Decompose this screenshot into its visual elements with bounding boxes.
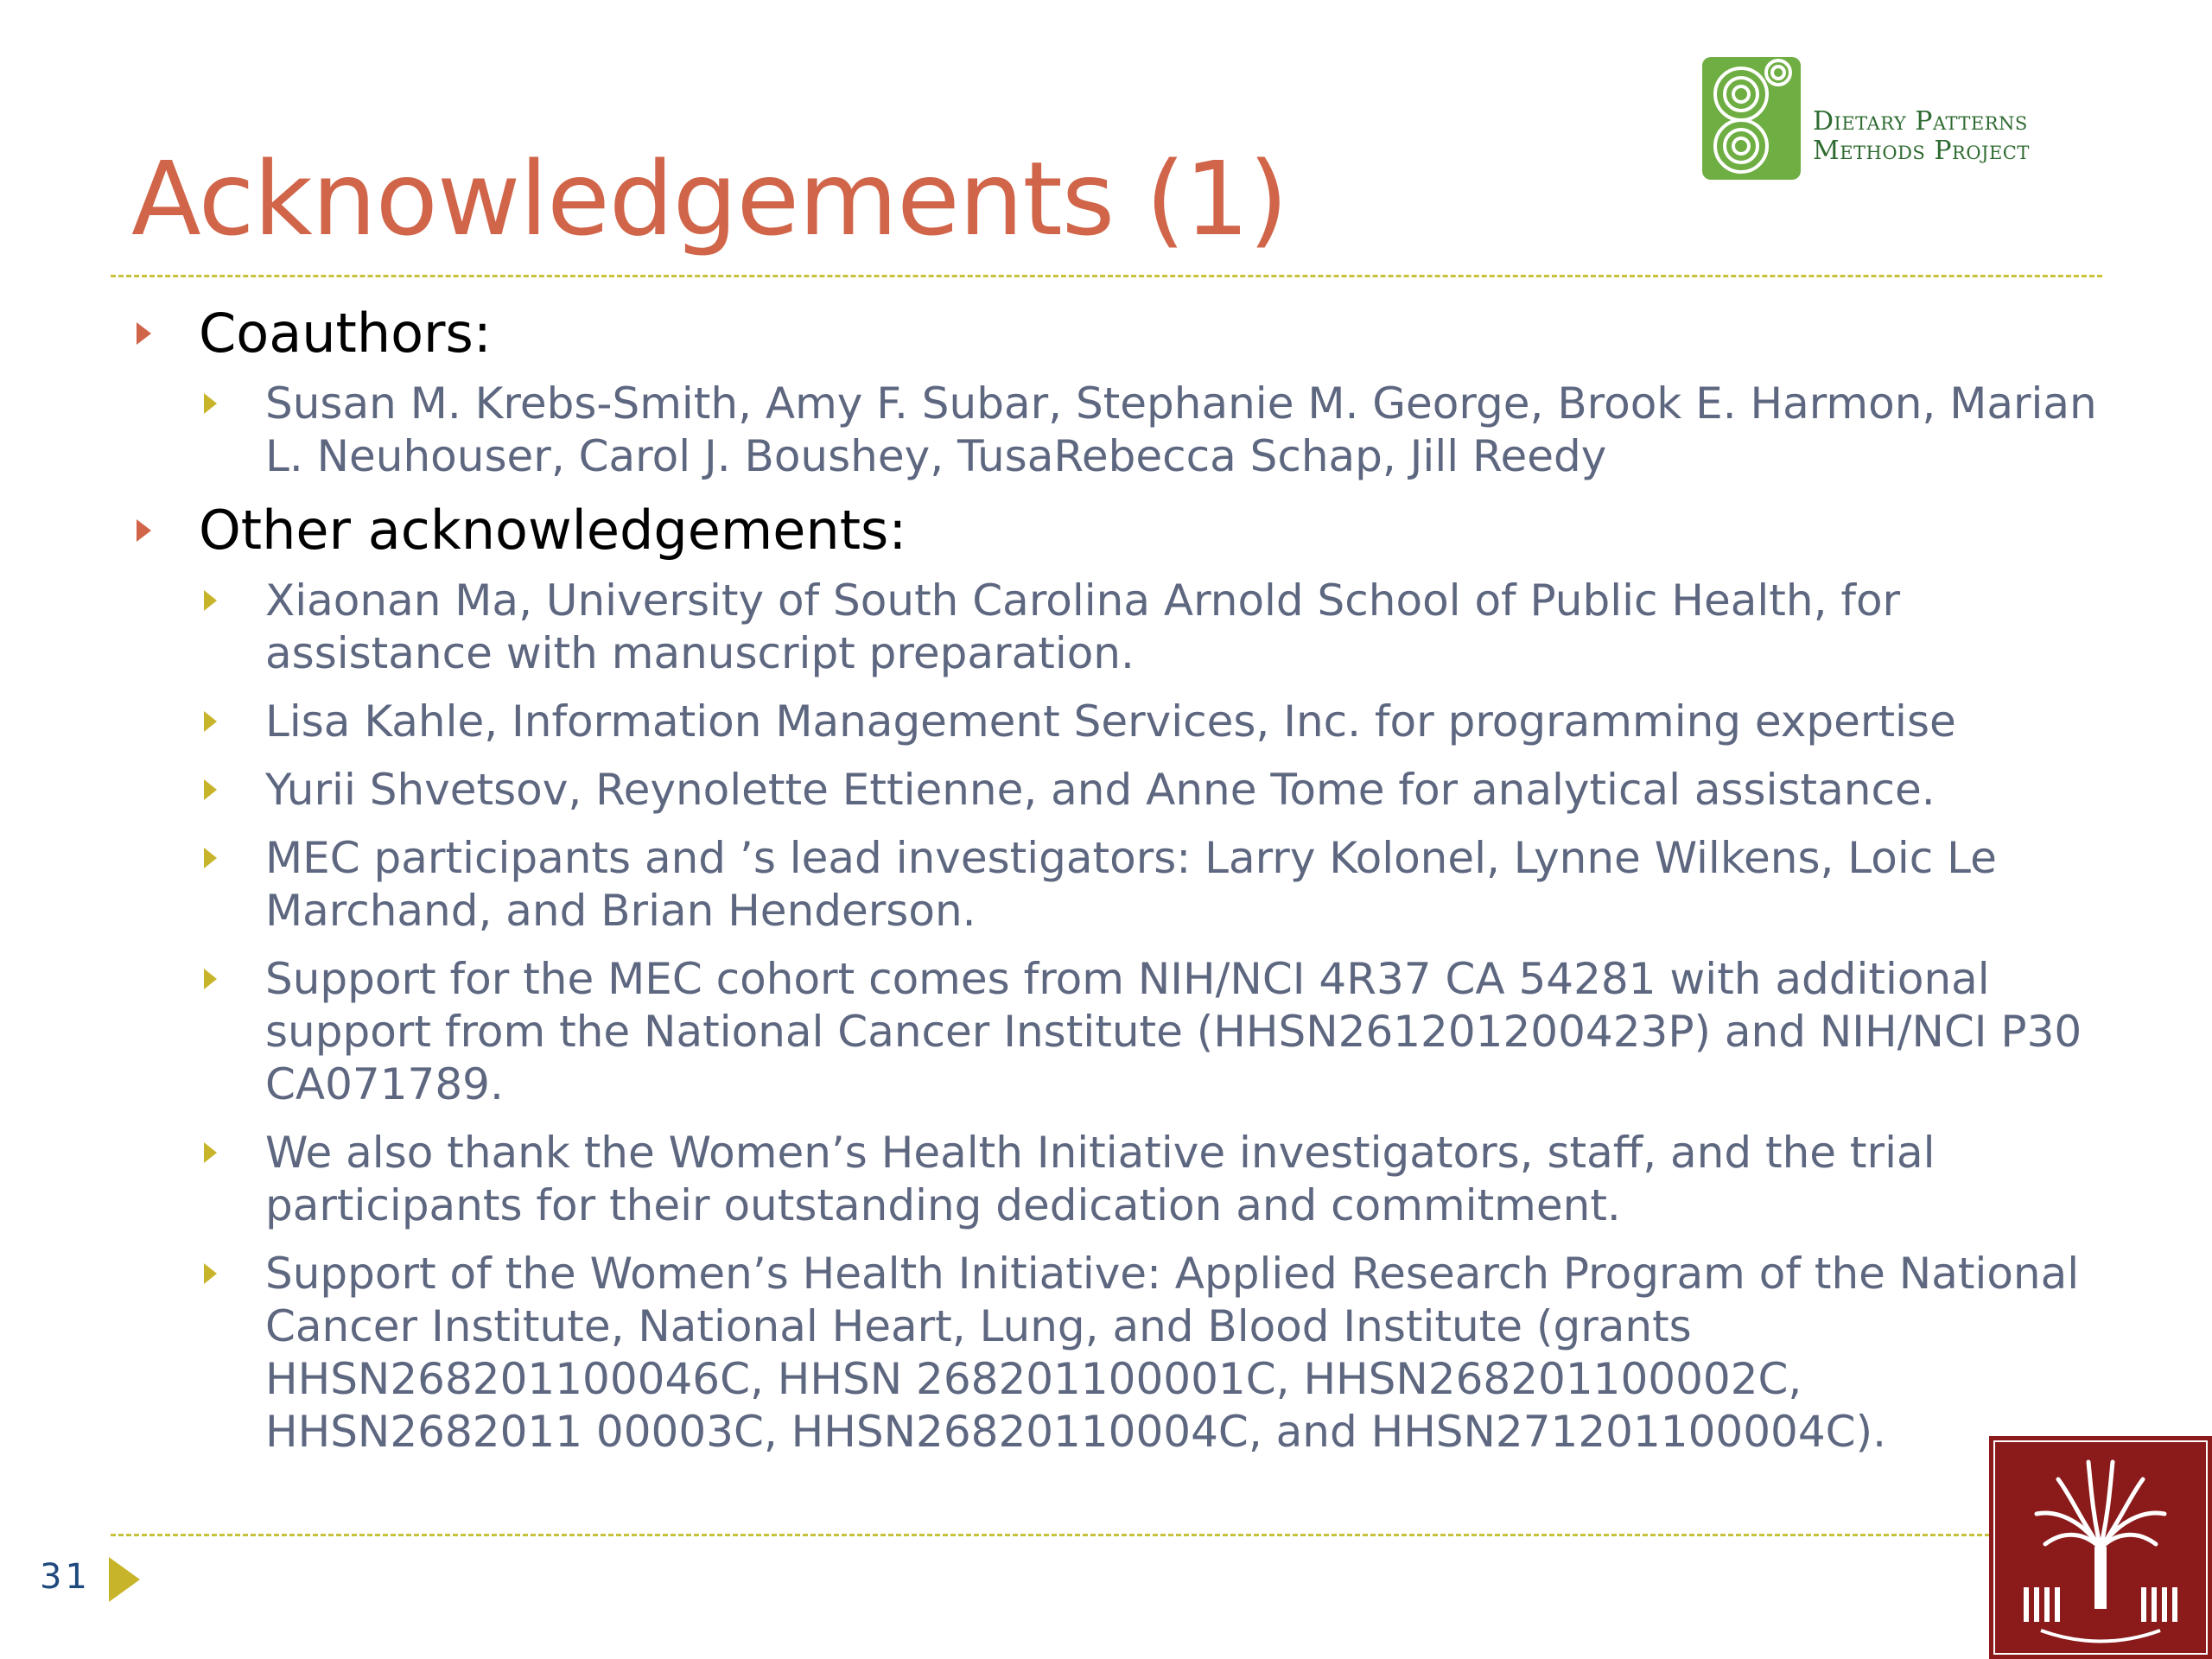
triangle-bullet-icon (204, 711, 217, 732)
slide-title: Acknowledgements (1) (131, 139, 1287, 258)
triangle-bullet-icon (204, 848, 217, 868)
list-item (130, 696, 2126, 748)
bottom-divider (111, 1534, 1990, 1536)
list-item-text: Susan M. Krebs-Smith, Amy F. Subar, Stephanie M. George, Brook E. Harmon, Marian L. Neuhouser, Carol J. Boushey, TusaRebecca Schap, Jill Reedy (265, 378, 2097, 481)
logo-line-1: Dietary Patterns (1813, 106, 2028, 137)
list-item (130, 832, 2126, 938)
palmetto-seal-icon (1989, 1436, 2212, 1659)
section-heading-coauthors (130, 298, 2126, 369)
list-item (130, 764, 2126, 817)
triangle-bullet-icon (204, 1263, 217, 1284)
list-item (130, 1248, 2126, 1459)
triangle-bullet-icon (204, 969, 217, 989)
triangle-bullet-icon (204, 393, 217, 414)
section-heading-other (130, 495, 2126, 566)
list-item-text: Support for the MEC cohort comes from NIH/NCI 4R37 CA 54281 with additional support from the National Cancer Institute (HHSN261201200423P) and NIH/NCI P30 CA071789. (265, 954, 2082, 1109)
logo-line-2: Methods Project (1813, 136, 2030, 166)
dietary-patterns-logo (1702, 55, 2065, 185)
list-item-text: Xiaonan Ma, University of South Carolina Arnold School of Public Health, for assistance with manuscript preparation. (265, 575, 1901, 678)
triangle-bullet-icon (204, 590, 217, 611)
dietary-patterns-logo-icon (1702, 55, 1806, 181)
triangle-bullet-icon (137, 519, 151, 542)
list-item-text: Support of the Women’s Health Initiative: Applied Research Program of the National Cancer Institute, National Heart, Lung, and Blood Institute (grants HHSN268201100046C, HHSN 268201100001C, HHSN268201100002C, HHSN2682011 00003C, HHSN26820110004C, and HHSN271201100004C). (265, 1249, 2080, 1457)
slide-body (130, 298, 2126, 1459)
top-divider (111, 275, 2102, 277)
section-heading-text: Other acknowledgements: (199, 499, 907, 562)
list-item (130, 953, 2126, 1111)
list-item (130, 378, 2126, 483)
list-item-text: Yurii Shvetsov, Reynolette Ettienne, and Anne Tome for analytical assistance. (265, 765, 1936, 815)
page-number: 31 (40, 1557, 91, 1597)
triangle-bullet-icon (204, 779, 217, 800)
page-arrow-icon (109, 1557, 140, 1602)
list-item (130, 1127, 2126, 1232)
list-item-text: We also thank the Women’s Health Initiative investigators, staff, and the trial participants for their outstanding dedication and commitment. (265, 1128, 1936, 1230)
list-item (130, 575, 2126, 680)
list-item-text: Lisa Kahle, Information Management Services, Inc. for programming expertise (265, 696, 1956, 747)
section-heading-text: Coauthors: (199, 302, 492, 365)
triangle-bullet-icon (137, 322, 151, 345)
list-item-text: MEC participants and ’s lead investigators: Larry Kolonel, Lynne Wilkens, Loic Le Marchand, and Brian Henderson. (265, 833, 1997, 936)
triangle-bullet-icon (204, 1142, 217, 1163)
